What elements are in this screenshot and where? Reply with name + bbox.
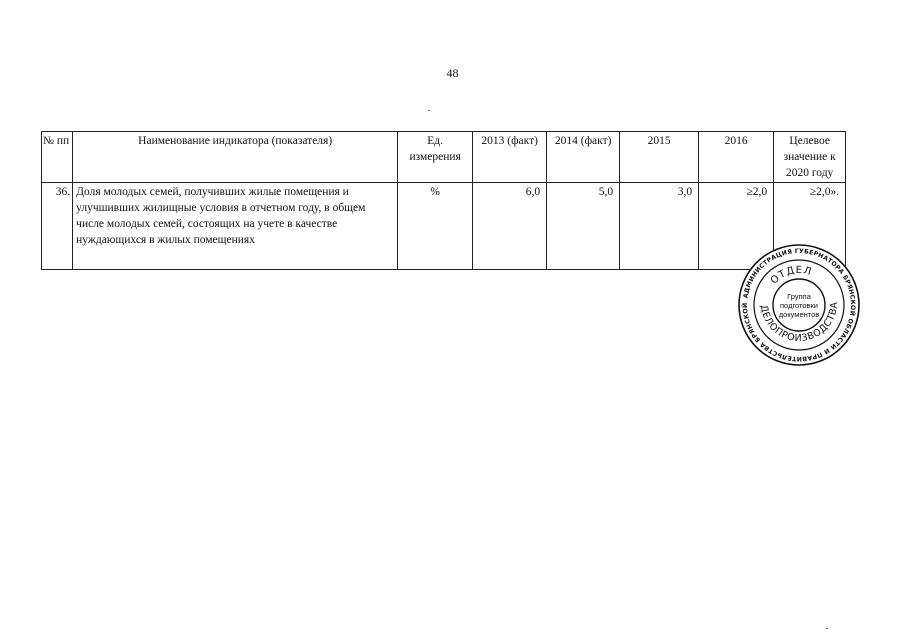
official-stamp (737, 243, 861, 367)
stamp-dept-top: ОТДЕЛ (768, 264, 814, 287)
table-row (42, 183, 846, 270)
stamp-center-line2: подготовки (780, 300, 818, 310)
stamp-outer-ring-text: АДМИНИСТРАЦИЯ ГУБЕРНАТОРА БРЯНСКОЙ ОБЛАСТИ И ПРАВИТЕЛЬСТВА БРЯНСКОЙ (741, 247, 857, 363)
header-target: Целевое значение к 2020 году (774, 132, 846, 183)
indicators-table (41, 131, 846, 270)
stamp-dept-bottom: ДЕЛОПРОИЗВОДСТВА (757, 301, 841, 345)
row-target: ≥2,0». (774, 183, 846, 270)
row-2013: 6,0 (473, 183, 547, 270)
row-2016: ≥2,0 (699, 183, 774, 270)
row-unit: % (398, 183, 473, 270)
stamp-center (737, 243, 861, 367)
header-num: № пп (42, 132, 73, 183)
row-name: Доля молодых семей, получивших жилые помещения и улучшивших жилищные условия в отчетном году, в общем числе молодых семей, состоящих на учете в качестве нуждающихся в жилых помещениях (73, 183, 398, 270)
stamp-center-line3: документов (778, 309, 820, 319)
scan-speck (826, 628, 828, 629)
header-2013: 2013 (факт) (473, 132, 547, 183)
header-2014: 2014 (факт) (547, 132, 620, 183)
row-2014: 5,0 (547, 183, 620, 270)
stamp-center-line1: Группа (787, 291, 811, 301)
header-2015: 2015 (620, 132, 699, 183)
scan-speck (428, 110, 430, 111)
table-header-row (42, 132, 846, 183)
header-2016: 2016 (699, 132, 774, 183)
row-num: 36. (42, 183, 73, 270)
header-unit: Ед. измерения (398, 132, 473, 183)
header-name: Наименование индикатора (показателя) (73, 132, 398, 183)
page-number: 48 (446, 66, 459, 80)
row-2015: 3,0 (620, 183, 699, 270)
